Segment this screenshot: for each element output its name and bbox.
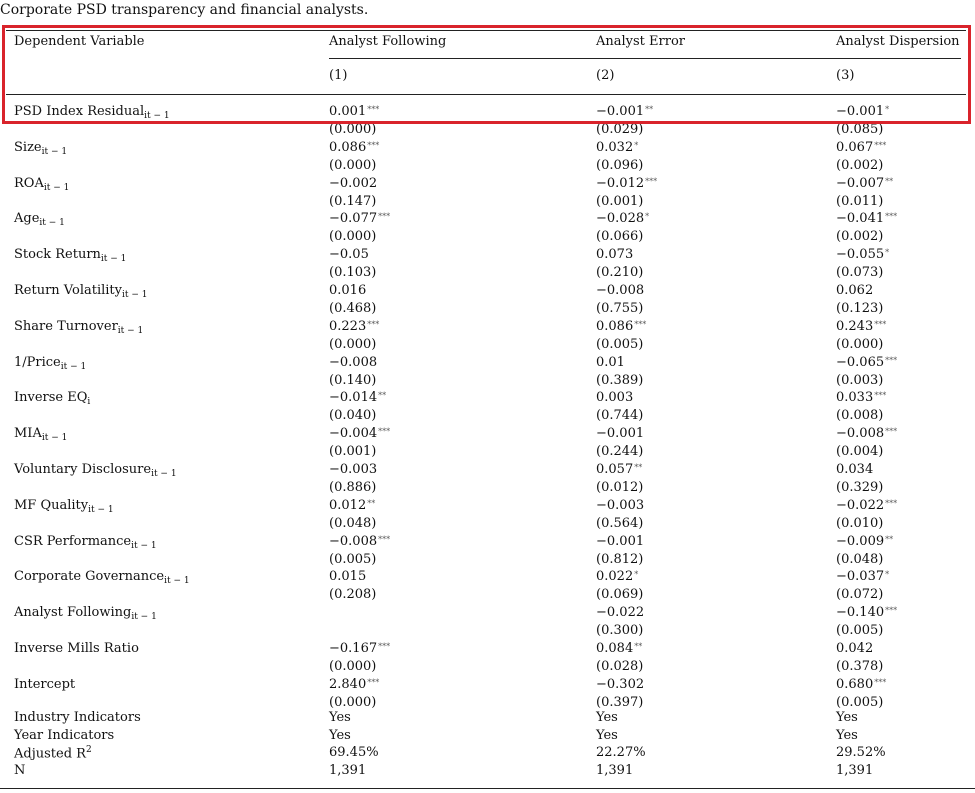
row-label xyxy=(14,462,177,480)
p-value-cell: (0.000) xyxy=(329,658,377,674)
variable-subscript: it − 1 xyxy=(122,290,148,300)
footer-row-label xyxy=(14,763,25,781)
coefficient-cell xyxy=(596,176,657,191)
p-value-cell: (0.066) xyxy=(596,229,644,245)
coefficient-cell xyxy=(596,641,642,656)
significance-stars: *** xyxy=(378,212,391,222)
p-value-cell: (0.389) xyxy=(596,372,644,388)
coefficient-value: 0.057 xyxy=(596,462,634,477)
coefficient-value: 0.073 xyxy=(596,247,634,263)
p-value-cell: (0.012) xyxy=(596,479,644,495)
p-value-cell: (0.005) xyxy=(836,623,884,639)
coefficient-cell xyxy=(329,319,379,334)
variable-name: Inverse Mills Ratio xyxy=(14,641,139,656)
coefficient-value: 0.042 xyxy=(836,641,874,656)
coefficient-cell xyxy=(836,140,886,155)
footer-name: Year Indicators xyxy=(14,727,115,743)
p-value-cell: (0.397) xyxy=(596,694,644,710)
significance-stars: ** xyxy=(634,463,643,472)
coefficient-value: 0.032 xyxy=(596,139,634,155)
p-value-cell: (0.002) xyxy=(836,157,884,173)
row-label xyxy=(14,390,90,408)
p-value-cell: (0.329) xyxy=(836,479,884,495)
coefficient-cell xyxy=(329,247,369,262)
coefficient-value: −0.003 xyxy=(596,497,645,513)
footer-superscript: 2 xyxy=(85,745,92,755)
coefficient-value: 0.001 xyxy=(329,104,367,119)
p-value-cell: (0.210) xyxy=(596,265,644,281)
coefficient-value: 0.015 xyxy=(329,569,367,585)
p-value-cell: (0.048) xyxy=(836,551,884,567)
coefficient-value: −0.065 xyxy=(836,354,885,370)
coefficient-value: −0.008 xyxy=(596,283,645,298)
coefficient-cell xyxy=(329,211,390,226)
coefficient-cell xyxy=(329,462,377,477)
significance-stars: * xyxy=(634,570,639,580)
coefficient-cell xyxy=(596,319,646,334)
coefficient-value: 0.086 xyxy=(329,139,367,155)
coefficient-value: −0.001 xyxy=(596,426,645,442)
coefficient-cell xyxy=(329,390,386,405)
row-label xyxy=(14,355,86,373)
footer-value: Yes xyxy=(596,710,618,725)
coefficient-value: −0.004 xyxy=(329,426,378,442)
variable-name: Share Turnover xyxy=(14,318,118,334)
p-value-cell: (0.244) xyxy=(596,444,644,460)
coefficient-value: 0.034 xyxy=(836,462,874,477)
p-value-cell: (0.072) xyxy=(836,587,884,603)
coefficient-value: −0.008 xyxy=(836,426,885,442)
coefficient-cell xyxy=(596,140,638,155)
coefficient-value: 2.840 xyxy=(329,676,367,692)
row-label xyxy=(14,641,139,659)
significance-stars: *** xyxy=(378,642,391,651)
variable-subscript: it − 1 xyxy=(39,218,65,229)
coefficient-cell xyxy=(596,390,633,405)
significance-stars: ** xyxy=(378,391,387,401)
significance-stars: *** xyxy=(367,319,380,329)
row-label xyxy=(14,677,75,695)
coefficient-cell xyxy=(836,498,897,513)
significance-stars: *** xyxy=(874,391,887,401)
variable-name: MF Quality xyxy=(14,497,89,513)
highlight-box xyxy=(2,25,971,124)
coefficient-value: 0.033 xyxy=(836,390,874,406)
coefficient-value: −0.001 xyxy=(836,104,885,119)
coefficient-cell xyxy=(596,462,642,477)
significance-stars: *** xyxy=(874,677,887,687)
footer-value: Yes xyxy=(836,727,858,743)
variable-name: PSD Index Residual xyxy=(14,104,145,119)
table-caption: Corporate PSD transparency and financial analysts. xyxy=(0,2,369,18)
column-number-2: (2) xyxy=(596,68,615,83)
coefficient-value: −0.167 xyxy=(329,641,378,656)
row-label xyxy=(14,569,190,587)
coefficient-value: 0.084 xyxy=(596,641,634,656)
p-value-cell: (0.000) xyxy=(329,229,377,245)
p-value-cell: (0.028) xyxy=(596,658,644,674)
p-value-cell: (0.123) xyxy=(836,300,884,316)
variable-name: CSR Performance xyxy=(14,533,132,549)
coefficient-cell xyxy=(596,211,649,226)
footer-value: 1,391 xyxy=(329,762,367,778)
variable-name: ROA xyxy=(14,175,44,191)
coefficient-value: −0.037 xyxy=(836,569,885,585)
variable-subscript: it − 1 xyxy=(131,540,157,551)
significance-stars: *** xyxy=(367,677,380,687)
p-value-cell: (0.755) xyxy=(596,300,644,316)
coefficient-value: −0.028 xyxy=(596,211,645,227)
coefficient-cell xyxy=(836,319,886,334)
coefficient-value: −0.002 xyxy=(329,175,378,191)
variable-name: Age xyxy=(14,211,40,227)
coefficient-value: 0.223 xyxy=(329,318,367,334)
significance-stars: * xyxy=(885,105,890,114)
significance-stars: *** xyxy=(367,140,380,150)
coefficient-cell xyxy=(836,247,889,262)
p-value-cell: (0.085) xyxy=(836,121,884,137)
coefficient-cell xyxy=(596,283,644,298)
variable-subscript: it − 1 xyxy=(60,361,87,372)
coefficient-value: 0.016 xyxy=(329,283,367,298)
variable-name: MIA xyxy=(14,426,42,442)
coefficient-cell xyxy=(596,605,644,620)
coefficient-cell xyxy=(836,176,893,191)
row-label xyxy=(14,534,157,552)
coefficient-value: −0.008 xyxy=(329,533,378,549)
p-value-cell: (0.010) xyxy=(836,515,884,531)
p-value-cell: (0.000) xyxy=(836,336,884,352)
coefficient-cell xyxy=(329,283,366,298)
row-label xyxy=(14,211,65,229)
significance-stars: ** xyxy=(367,498,376,508)
coefficient-value: −0.003 xyxy=(329,462,378,477)
coefficient-cell xyxy=(596,498,644,513)
variable-name: Voluntary Disclosure xyxy=(14,462,152,477)
variable-name: Corporate Governance xyxy=(14,569,165,585)
p-value-cell: (0.208) xyxy=(329,587,377,603)
coefficient-cell xyxy=(329,569,366,584)
footer-name: Adjusted R xyxy=(14,746,86,762)
variable-name: Analyst Following xyxy=(14,605,132,621)
coefficient-cell xyxy=(596,534,644,549)
p-value-cell: (0.103) xyxy=(329,265,377,281)
p-value-cell: (0.008) xyxy=(836,408,884,424)
significance-stars: * xyxy=(645,212,650,222)
p-value-cell: (0.040) xyxy=(329,408,377,424)
significance-stars: *** xyxy=(885,427,898,437)
p-value-cell: (0.140) xyxy=(329,372,377,388)
significance-stars: ** xyxy=(885,534,894,544)
coefficient-value: 0.680 xyxy=(836,676,874,692)
row-label xyxy=(14,247,126,265)
coefficient-cell xyxy=(836,605,897,620)
coefficient-cell xyxy=(329,641,390,656)
p-value-cell: (0.744) xyxy=(596,408,644,424)
p-value-cell: (0.000) xyxy=(329,121,377,137)
variable-subscript: it − 1 xyxy=(117,325,144,336)
footer-value: Yes xyxy=(329,710,351,725)
significance-stars: * xyxy=(634,140,639,150)
coefficient-value: −0.012 xyxy=(596,175,645,191)
significance-stars: *** xyxy=(885,355,898,365)
significance-stars: ** xyxy=(645,105,654,114)
coefficient-value: 0.243 xyxy=(836,318,874,334)
coefficient-value: −0.009 xyxy=(836,533,885,549)
p-value-cell: (0.000) xyxy=(329,157,377,173)
coefficient-value: −0.302 xyxy=(596,676,645,692)
row-label xyxy=(14,426,67,444)
p-value-cell: (0.005) xyxy=(596,336,644,352)
footer-value: Yes xyxy=(836,710,858,725)
footer-value: Yes xyxy=(596,727,618,743)
row-label xyxy=(14,140,67,158)
p-value-cell: (0.073) xyxy=(836,265,884,281)
p-value-cell: (0.000) xyxy=(329,694,377,710)
p-value-cell: (0.812) xyxy=(596,551,644,567)
p-value-cell: (0.011) xyxy=(836,193,884,209)
p-value-cell: (0.004) xyxy=(836,444,884,460)
p-value-cell: (0.003) xyxy=(836,372,884,388)
p-value-cell: (0.005) xyxy=(836,694,884,710)
column-number-1: (1) xyxy=(329,68,348,83)
coefficient-cell xyxy=(329,677,379,692)
coefficient-cell xyxy=(836,641,873,656)
coefficient-cell xyxy=(836,426,897,441)
column-header-analyst-dispersion: Analyst Dispersion xyxy=(836,34,960,49)
coefficient-value: −0.140 xyxy=(836,605,885,621)
coefficient-cell xyxy=(836,569,889,584)
variable-subscript: it − 1 xyxy=(88,504,114,515)
p-value-cell: (0.147) xyxy=(329,193,377,209)
footer-value: 1,391 xyxy=(596,762,634,778)
p-value-cell: (0.002) xyxy=(836,229,884,245)
p-value-cell: (0.300) xyxy=(596,623,644,639)
coefficient-value: −0.007 xyxy=(836,175,885,191)
significance-stars: * xyxy=(885,248,890,258)
variable-subscript: it − 1 xyxy=(41,433,68,444)
coefficient-value: 0.01 xyxy=(596,354,625,370)
coefficient-cell xyxy=(596,569,638,584)
footer-value: 69.45% xyxy=(329,745,379,760)
p-value-cell: (0.378) xyxy=(836,658,884,674)
p-value-cell: (0.005) xyxy=(329,551,377,567)
coefficient-cell xyxy=(596,355,625,370)
variable-name: Stock Return xyxy=(14,247,101,263)
coefficient-value: −0.055 xyxy=(836,247,885,263)
p-value-cell: (0.096) xyxy=(596,157,644,173)
coefficient-cell xyxy=(329,498,375,513)
variable-subscript: it − 1 xyxy=(100,254,127,265)
significance-stars: *** xyxy=(874,140,887,150)
p-value-cell: (0.564) xyxy=(596,515,644,531)
coefficient-cell xyxy=(836,390,886,405)
coefficient-value: −0.022 xyxy=(836,497,885,513)
significance-stars: *** xyxy=(645,176,658,186)
coefficient-cell xyxy=(329,534,390,549)
significance-stars: *** xyxy=(874,319,887,329)
footer-value: 22.27% xyxy=(596,745,646,760)
coefficient-cell xyxy=(836,211,897,226)
p-value-cell: (0.000) xyxy=(329,336,377,352)
coefficient-cell xyxy=(329,140,379,155)
row-label xyxy=(14,176,69,194)
coefficient-cell xyxy=(836,677,886,692)
variable-subscript: it − 1 xyxy=(144,111,170,121)
p-value-cell: (0.468) xyxy=(329,300,377,316)
variable-subscript: it − 1 xyxy=(131,612,157,623)
p-value-cell: (0.001) xyxy=(329,444,377,460)
footer-name: Industry Indicators xyxy=(14,710,141,725)
coefficient-cell xyxy=(329,176,377,191)
significance-stars: * xyxy=(885,570,890,580)
bottom-rule xyxy=(0,788,975,789)
significance-stars: ** xyxy=(634,642,643,651)
row-label xyxy=(14,605,157,623)
significance-stars: *** xyxy=(885,606,898,616)
p-value-cell: (0.029) xyxy=(596,121,644,137)
footer-value: 1,391 xyxy=(836,762,874,778)
variable-name: 1/Price xyxy=(14,354,61,370)
footer-value: Yes xyxy=(329,727,351,743)
variable-subscript: it − 1 xyxy=(41,146,68,157)
variable-name: Return Volatility xyxy=(14,283,122,298)
coefficient-value: −0.022 xyxy=(596,605,645,621)
coefficient-cell xyxy=(596,247,633,262)
variable-subscript: i xyxy=(87,397,91,408)
coefficient-cell xyxy=(596,677,644,692)
footer-value: 29.52% xyxy=(836,745,886,760)
coefficient-cell xyxy=(836,355,897,370)
significance-stars: *** xyxy=(367,105,380,114)
coefficient-cell xyxy=(596,426,644,441)
coefficient-value: 0.003 xyxy=(596,390,634,406)
coefficient-cell xyxy=(836,462,873,477)
column-header-analyst-error: Analyst Error xyxy=(596,34,686,49)
significance-stars: *** xyxy=(378,427,391,437)
coefficient-value: −0.041 xyxy=(836,211,885,227)
coefficient-value: −0.014 xyxy=(329,390,378,406)
variable-name: Size xyxy=(14,139,42,155)
coefficient-cell xyxy=(329,355,377,370)
variable-subscript: it − 1 xyxy=(151,469,177,479)
coefficient-cell xyxy=(836,534,893,549)
significance-stars: *** xyxy=(634,319,647,329)
p-value-cell: (0.886) xyxy=(329,479,377,495)
coefficient-value: 0.062 xyxy=(836,283,874,298)
footer-row-label xyxy=(14,745,92,763)
coefficient-value: −0.001 xyxy=(596,104,645,119)
p-value-cell: (0.069) xyxy=(596,587,644,603)
coefficient-value: 0.086 xyxy=(596,318,634,334)
p-value-cell: (0.001) xyxy=(596,193,644,209)
coefficient-value: −0.05 xyxy=(329,247,369,263)
variable-subscript: it − 1 xyxy=(164,576,190,587)
column-number-3: (3) xyxy=(836,68,855,83)
dependent-variable-header: Dependent Variable xyxy=(14,34,145,49)
significance-stars: *** xyxy=(885,498,898,508)
coefficient-value: −0.077 xyxy=(329,211,378,227)
significance-stars: ** xyxy=(885,176,894,186)
footer-row-label xyxy=(14,710,141,728)
coefficient-value: −0.001 xyxy=(596,533,645,549)
p-value-cell: (0.048) xyxy=(329,515,377,531)
significance-stars: *** xyxy=(378,534,391,544)
coefficient-value: −0.008 xyxy=(329,354,378,370)
row-label xyxy=(14,283,147,301)
coefficient-cell xyxy=(329,426,390,441)
footer-name: N xyxy=(14,762,26,778)
significance-stars: *** xyxy=(885,212,898,222)
variable-name: Intercept xyxy=(14,676,76,692)
coefficient-value: 0.022 xyxy=(596,569,634,585)
variable-subscript: it − 1 xyxy=(43,182,70,193)
coefficient-cell xyxy=(836,283,873,298)
row-label xyxy=(14,319,143,337)
row-label xyxy=(14,498,114,516)
column-header-analyst-following: Analyst Following xyxy=(329,34,447,49)
variable-name: Inverse EQ xyxy=(14,390,88,406)
footer-row-label xyxy=(14,728,114,746)
coefficient-value: 0.067 xyxy=(836,139,874,155)
coefficient-value: 0.012 xyxy=(329,497,367,513)
